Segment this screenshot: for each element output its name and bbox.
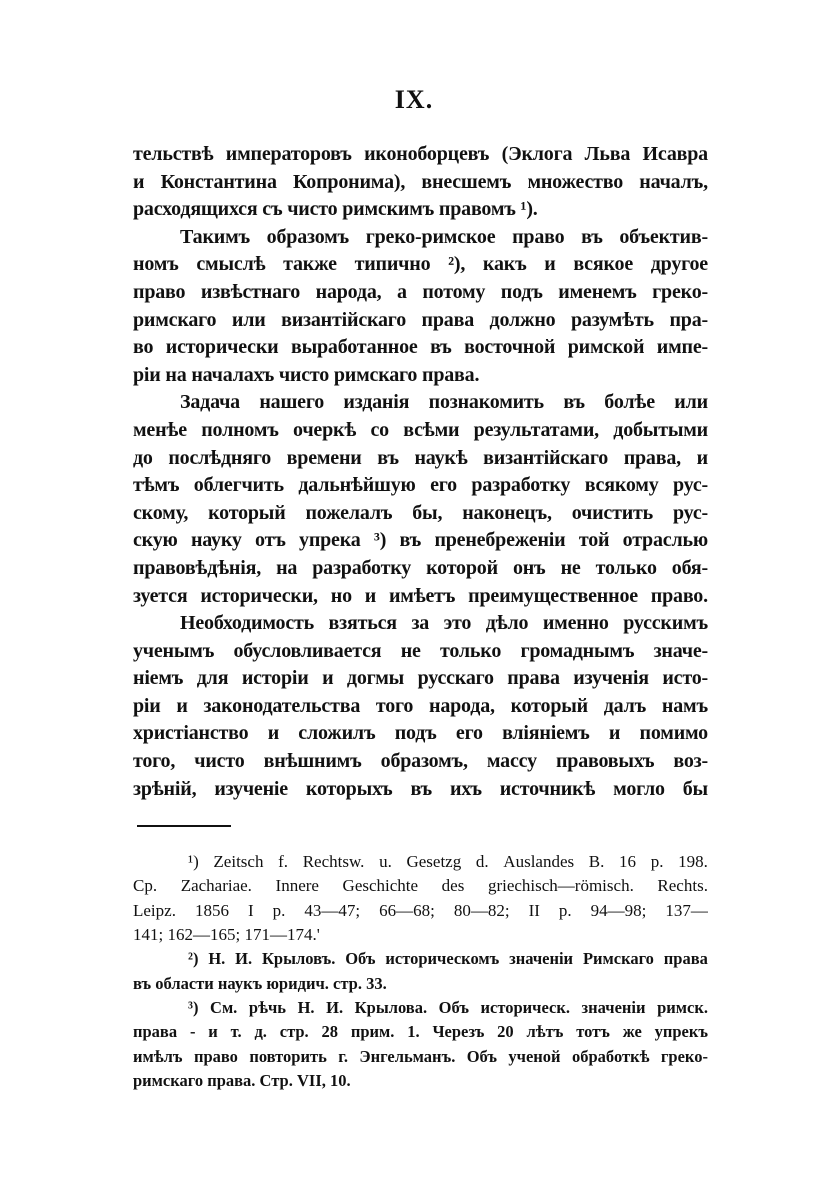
word: русскимъ xyxy=(623,612,708,635)
footnote xyxy=(133,947,708,996)
word: именно xyxy=(542,612,609,635)
word: обработкѣ xyxy=(571,1046,650,1066)
body-line xyxy=(133,583,708,611)
word: типично xyxy=(354,253,431,276)
word: обусловливается xyxy=(233,639,382,662)
word: въ xyxy=(430,336,452,359)
word: какъ xyxy=(482,253,527,276)
body-line xyxy=(133,417,708,445)
word: 94—98; xyxy=(590,900,647,920)
word: императоровъ xyxy=(225,143,352,165)
word: Н. xyxy=(297,997,315,1017)
body-line xyxy=(133,169,708,197)
word: пожелалъ xyxy=(305,501,393,524)
word: изданія xyxy=(343,391,410,414)
word: разумѣть xyxy=(571,308,654,331)
body-line xyxy=(133,224,708,252)
word: ніемъ xyxy=(133,667,184,690)
word: римск. xyxy=(657,997,708,1017)
word: источникѣ xyxy=(499,777,596,800)
word: чисто xyxy=(194,750,245,773)
word: Rechts. xyxy=(657,876,708,896)
word: правовыхъ xyxy=(555,750,655,773)
word: въ xyxy=(581,225,603,248)
word: исто- xyxy=(662,667,708,690)
word: Zeitsch xyxy=(213,852,264,871)
footnote-line xyxy=(133,874,708,898)
word: право. xyxy=(650,584,708,607)
word: разработку xyxy=(312,556,412,579)
word: познакомить xyxy=(428,391,544,414)
word: всякому xyxy=(584,474,659,497)
word: правовѣдѣнія, xyxy=(133,556,262,579)
word: право xyxy=(193,1046,238,1066)
paragraph xyxy=(133,389,708,610)
word: права xyxy=(421,308,474,331)
word: д. xyxy=(254,1022,267,1042)
word: Необходимость xyxy=(180,612,315,635)
word: имѣетъ xyxy=(388,584,456,607)
word: Cp. xyxy=(133,876,158,896)
word: 137— xyxy=(665,900,708,920)
body-line xyxy=(133,389,708,417)
word: тотъ xyxy=(576,1022,610,1042)
word: Leipz. xyxy=(133,900,176,920)
word: бы, xyxy=(412,501,443,524)
word: и xyxy=(267,722,280,745)
word: извѣстнаго xyxy=(200,280,301,303)
word: той xyxy=(578,529,610,552)
word: для xyxy=(196,667,229,690)
word: всѣми xyxy=(403,418,460,441)
word: который xyxy=(208,501,286,524)
word: 1856 xyxy=(194,900,229,920)
body-line xyxy=(133,472,708,500)
body-line xyxy=(133,279,708,307)
word: не xyxy=(400,639,421,662)
footnote-line xyxy=(133,1045,708,1069)
word: образомъ, xyxy=(380,750,468,773)
word: сложилъ xyxy=(298,722,376,745)
word: наукѣ xyxy=(414,446,468,469)
word: науку xyxy=(190,529,242,552)
word: ріи xyxy=(133,694,161,717)
word: рус- xyxy=(673,474,708,497)
body-line xyxy=(133,776,708,804)
word: зуется xyxy=(133,584,188,607)
body-text xyxy=(133,141,708,803)
word: обя- xyxy=(671,556,708,579)
word: въ xyxy=(399,529,422,552)
word: права xyxy=(663,949,708,969)
word: Задача xyxy=(180,391,240,414)
paragraph xyxy=(133,224,708,390)
word: 80—82; xyxy=(453,900,510,920)
word: 43—47; xyxy=(304,900,361,920)
word: - xyxy=(189,1022,196,1042)
word: Geschichte xyxy=(342,876,419,896)
word: 28 xyxy=(321,1022,339,1042)
word: на xyxy=(276,556,298,579)
word: права xyxy=(507,667,560,690)
word: же xyxy=(622,1022,642,1042)
word: Исавра xyxy=(642,143,708,165)
word: 1. xyxy=(407,1022,420,1042)
word: христіанство xyxy=(133,722,249,745)
word: началъ, xyxy=(639,170,708,193)
word: со xyxy=(370,418,389,441)
body-line xyxy=(133,334,708,362)
word: Копронима), xyxy=(293,170,406,193)
word: воз- xyxy=(673,750,708,773)
word: 198. xyxy=(678,852,708,871)
body-line xyxy=(133,527,708,555)
word: внесшемъ xyxy=(421,170,512,193)
body-line xyxy=(133,720,708,748)
body-line xyxy=(133,445,708,473)
word: Auslandes xyxy=(503,852,575,871)
word: потому xyxy=(422,280,486,303)
word: это xyxy=(443,612,472,635)
word: исторически xyxy=(165,336,279,359)
word: номъ xyxy=(133,253,179,276)
word: очистить xyxy=(571,501,654,524)
word: повторить xyxy=(249,1046,327,1066)
word: облегчить xyxy=(193,474,284,497)
word: I xyxy=(247,900,254,920)
word: греко- xyxy=(660,1046,708,1066)
word: очеркѣ xyxy=(293,418,357,441)
word: византійскаго xyxy=(281,308,406,331)
word: только xyxy=(595,556,657,579)
word: объектив- xyxy=(619,225,708,248)
word: массу xyxy=(486,750,537,773)
word: того, xyxy=(133,750,176,773)
word: преимущественное xyxy=(468,584,638,607)
body-line xyxy=(133,693,708,721)
body-line xyxy=(133,251,708,279)
word: времени xyxy=(286,446,362,469)
body-line xyxy=(133,665,708,693)
word: ихъ xyxy=(449,777,482,800)
word: наконецъ, xyxy=(462,501,552,524)
word: и xyxy=(176,694,188,717)
word: изученіе xyxy=(214,777,288,800)
word: онъ xyxy=(512,556,546,579)
word: права xyxy=(133,1022,178,1042)
word: ²) xyxy=(188,949,199,969)
footnote-line xyxy=(133,947,708,971)
word: и xyxy=(133,170,145,193)
word: законодательства xyxy=(203,694,361,717)
word: въ xyxy=(563,391,585,414)
paragraph xyxy=(133,610,708,803)
word: внѣшнимъ xyxy=(263,750,362,773)
word: ²), xyxy=(448,253,466,276)
word: ³) xyxy=(373,529,387,552)
body-line xyxy=(133,610,708,638)
word: которыхъ xyxy=(305,777,393,800)
word: подъ xyxy=(394,722,437,745)
word: римскаго xyxy=(133,308,217,331)
word: B. xyxy=(588,852,605,871)
word: стр. xyxy=(279,1022,309,1042)
word: права, xyxy=(623,446,681,469)
word: дѣло xyxy=(485,612,529,635)
word: рѣчь xyxy=(248,997,286,1017)
word: упрекъ xyxy=(654,1022,708,1042)
paragraph xyxy=(133,141,708,224)
footnote-line: 141; 162—165; 171—174.' xyxy=(133,924,320,944)
word: также xyxy=(283,253,337,276)
body-line xyxy=(133,141,708,169)
word: f. xyxy=(278,852,289,871)
word: рус- xyxy=(672,501,708,524)
word: u. xyxy=(379,852,392,871)
word: и xyxy=(544,253,556,276)
word: d. xyxy=(475,852,489,871)
word: 16 xyxy=(619,852,637,871)
word: громаднымъ xyxy=(520,639,635,662)
word: лѣтъ xyxy=(526,1022,564,1042)
word: изученія xyxy=(573,667,649,690)
body-line xyxy=(133,555,708,583)
word: значеніи xyxy=(581,997,646,1017)
word: византійскаго xyxy=(483,446,609,469)
word: Энгельманъ. xyxy=(359,1046,456,1066)
word: иконоборцевъ xyxy=(364,143,490,165)
word: въ xyxy=(377,446,399,469)
word: Такимъ xyxy=(180,225,250,248)
word: или xyxy=(231,308,266,331)
word: исторіи xyxy=(241,667,309,690)
word: Константина xyxy=(160,170,277,193)
word: p. xyxy=(558,900,572,920)
word: p. xyxy=(650,852,664,871)
word: тельствѣ xyxy=(133,143,214,165)
word: во xyxy=(133,336,154,359)
footnote-line xyxy=(133,899,708,923)
word: И. xyxy=(326,997,344,1017)
word: именемъ xyxy=(558,280,637,303)
word: вліяніемъ xyxy=(502,722,590,745)
word: выработанное xyxy=(290,336,418,359)
word: 66—68; xyxy=(379,900,435,920)
word: исторически, xyxy=(200,584,318,607)
word: восточной xyxy=(464,336,556,359)
word: образомъ xyxy=(266,225,350,248)
word: Zachariae. xyxy=(180,876,252,896)
word: смыслѣ xyxy=(196,253,266,276)
word: упрека xyxy=(299,529,361,552)
word: ³) xyxy=(188,997,199,1017)
word: болѣе xyxy=(604,391,655,414)
word: дальнѣйшую xyxy=(298,474,416,497)
word: но xyxy=(330,584,352,607)
word: прим. xyxy=(350,1022,395,1042)
body-line xyxy=(133,307,708,335)
word: полномъ xyxy=(201,418,279,441)
word: griechisch—römisch. xyxy=(487,876,634,896)
word: всякое xyxy=(573,253,634,276)
word: нашего xyxy=(259,391,325,414)
word: за xyxy=(411,612,430,635)
word: не xyxy=(560,556,581,579)
word: далъ xyxy=(603,694,647,717)
word: подъ xyxy=(500,280,543,303)
body-line: ріи на началахъ чисто римскаго права. xyxy=(133,363,480,386)
word: разработку xyxy=(471,474,571,497)
word: Льва xyxy=(584,143,631,165)
word: должно xyxy=(489,308,556,331)
body-line: расходящихся съ чисто римскимъ правомъ ¹). xyxy=(133,198,538,221)
word: а xyxy=(396,280,407,303)
word: въ xyxy=(410,777,433,800)
word: des xyxy=(441,876,465,896)
word: p. xyxy=(272,900,286,920)
word: имѣлъ xyxy=(133,1046,183,1066)
word: Н. xyxy=(208,949,226,969)
word: тѣмъ xyxy=(133,474,180,497)
word: Черезъ xyxy=(432,1022,485,1042)
word: II xyxy=(528,900,540,920)
word: менѣе xyxy=(133,418,187,441)
footnote-line xyxy=(133,850,708,874)
word: импе- xyxy=(656,336,708,359)
word: (Эклога xyxy=(501,143,573,165)
word: и xyxy=(322,667,334,690)
word: результатами, xyxy=(473,418,599,441)
footnote-separator xyxy=(137,825,231,827)
word: скую xyxy=(133,529,178,552)
footnote-line xyxy=(133,1020,708,1044)
word: его xyxy=(455,722,483,745)
body-line xyxy=(133,638,708,666)
word: его xyxy=(430,474,457,497)
word: пра- xyxy=(669,308,708,331)
word: ученымъ xyxy=(133,639,215,662)
word: того xyxy=(375,694,414,717)
word: догмы xyxy=(346,667,405,690)
footnote-line xyxy=(133,996,708,1020)
word: историческ. xyxy=(480,997,570,1017)
word: множество xyxy=(527,170,624,193)
word: скому, xyxy=(133,501,189,524)
word: и xyxy=(364,584,377,607)
word: Римскаго xyxy=(582,949,654,969)
body-line xyxy=(133,748,708,776)
word: зрѣній, xyxy=(133,777,197,800)
footnote xyxy=(133,850,708,947)
word: отъ xyxy=(255,529,286,552)
footnote-line: римскаго права. Стр. VII, 10. xyxy=(133,1070,351,1090)
word: и xyxy=(208,1022,218,1042)
word: греко-римское xyxy=(365,225,496,248)
word: ученой xyxy=(508,1046,561,1066)
page-number: IX. xyxy=(394,85,434,114)
word: и xyxy=(608,722,621,745)
word: Gesetzg xyxy=(406,852,462,871)
word: греко- xyxy=(652,280,708,303)
word: только xyxy=(440,639,502,662)
word: бы xyxy=(682,777,708,800)
word: значеніи xyxy=(509,949,574,969)
footnote-line: въ области наукъ юридич. стр. 33. xyxy=(133,973,387,993)
word: или xyxy=(674,391,708,414)
word: Крыловъ. xyxy=(261,949,336,969)
word: которой xyxy=(426,556,498,579)
footnote xyxy=(133,996,708,1093)
word: отраслью xyxy=(622,529,708,552)
word: И. xyxy=(235,949,253,969)
word: помимо xyxy=(639,722,708,745)
word: Объ xyxy=(345,949,376,969)
word: другое xyxy=(650,253,708,276)
word: который xyxy=(510,694,588,717)
footnotes xyxy=(133,850,708,1093)
word: народа, xyxy=(429,694,495,717)
word: Объ xyxy=(466,1046,498,1066)
word: добытыми xyxy=(613,418,708,441)
word: право xyxy=(133,280,186,303)
body-line xyxy=(133,500,708,528)
word: и xyxy=(696,446,708,469)
word: римской xyxy=(567,336,645,359)
word: намъ xyxy=(661,694,708,717)
word: послѣдняго xyxy=(168,446,272,469)
word: 20 xyxy=(497,1022,514,1042)
word: Объ xyxy=(438,997,469,1017)
word: право xyxy=(512,225,565,248)
word: значе- xyxy=(653,639,708,662)
word: г. xyxy=(338,1046,348,1066)
word: См. xyxy=(210,997,238,1017)
word: ¹) xyxy=(188,852,199,871)
word: народа, xyxy=(315,280,382,303)
word: могло xyxy=(613,777,665,800)
word: Innere xyxy=(275,876,319,896)
word: т. xyxy=(230,1022,242,1042)
word: Крылова. xyxy=(354,997,428,1017)
word: пренебреженіи xyxy=(434,529,566,552)
word: до xyxy=(133,446,153,469)
word: русскаго xyxy=(417,667,494,690)
word: взяться xyxy=(328,612,397,635)
word: историческомъ xyxy=(385,949,500,969)
word: Rechtsw. xyxy=(302,852,365,871)
